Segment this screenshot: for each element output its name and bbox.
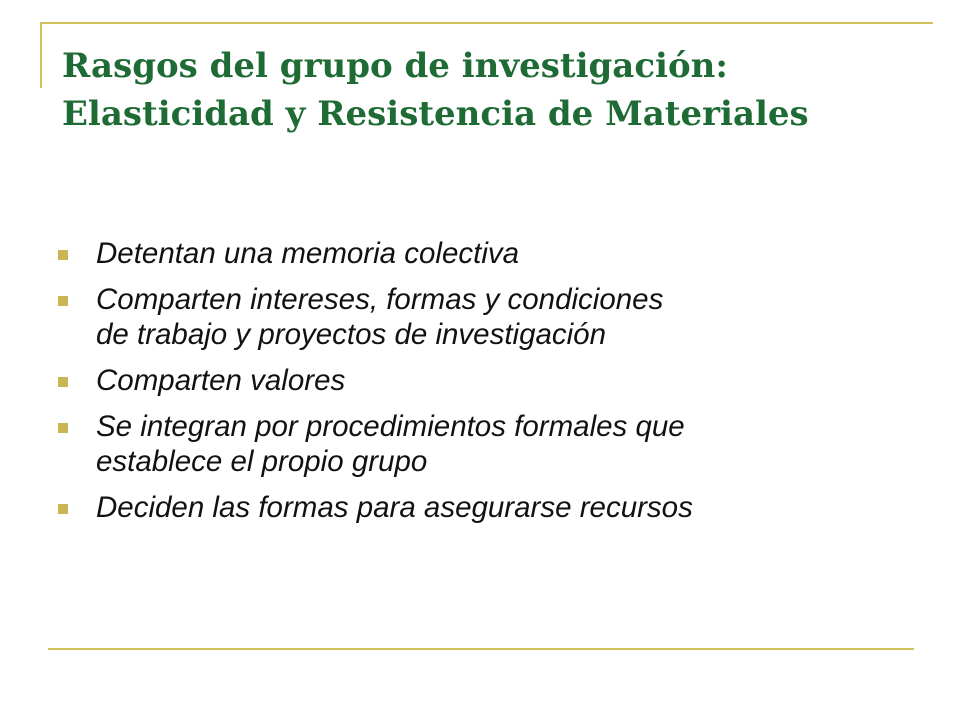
bullet-item — [58, 409, 918, 479]
square-bullet-icon — [58, 423, 68, 433]
square-bullet-icon — [58, 504, 68, 514]
square-bullet-icon — [58, 296, 68, 306]
bullet-text-line: Detentan una memoria colectiva — [96, 237, 520, 270]
bullet-text-line: Comparten valores — [96, 364, 346, 397]
bullet-text-line: de trabajo y proyectos de investigación — [96, 318, 606, 351]
title-line-1: Rasgos del grupo de investigación: — [62, 46, 728, 86]
left-accent-rule — [40, 22, 42, 88]
bullet-text-line: establece el propio grupo — [96, 445, 428, 478]
bullet-item — [58, 236, 918, 271]
bullet-item — [58, 363, 918, 398]
square-bullet-icon — [58, 250, 68, 260]
bullet-text-line: Se integran por procedimientos formales que — [96, 410, 685, 443]
title-line-2: Elasticidad y Resistencia de Materiales — [62, 94, 809, 134]
bottom-accent-rule — [48, 648, 914, 650]
slide-title — [62, 42, 932, 138]
square-bullet-icon — [58, 377, 68, 387]
top-accent-rule — [40, 22, 933, 24]
bullet-list — [58, 236, 918, 536]
bullet-text-line: Deciden las formas para asegurarse recursos — [96, 491, 693, 524]
bullet-item — [58, 490, 918, 525]
bullet-item — [58, 282, 918, 352]
bullet-text-line: Comparten intereses, formas y condiciones — [96, 283, 664, 316]
